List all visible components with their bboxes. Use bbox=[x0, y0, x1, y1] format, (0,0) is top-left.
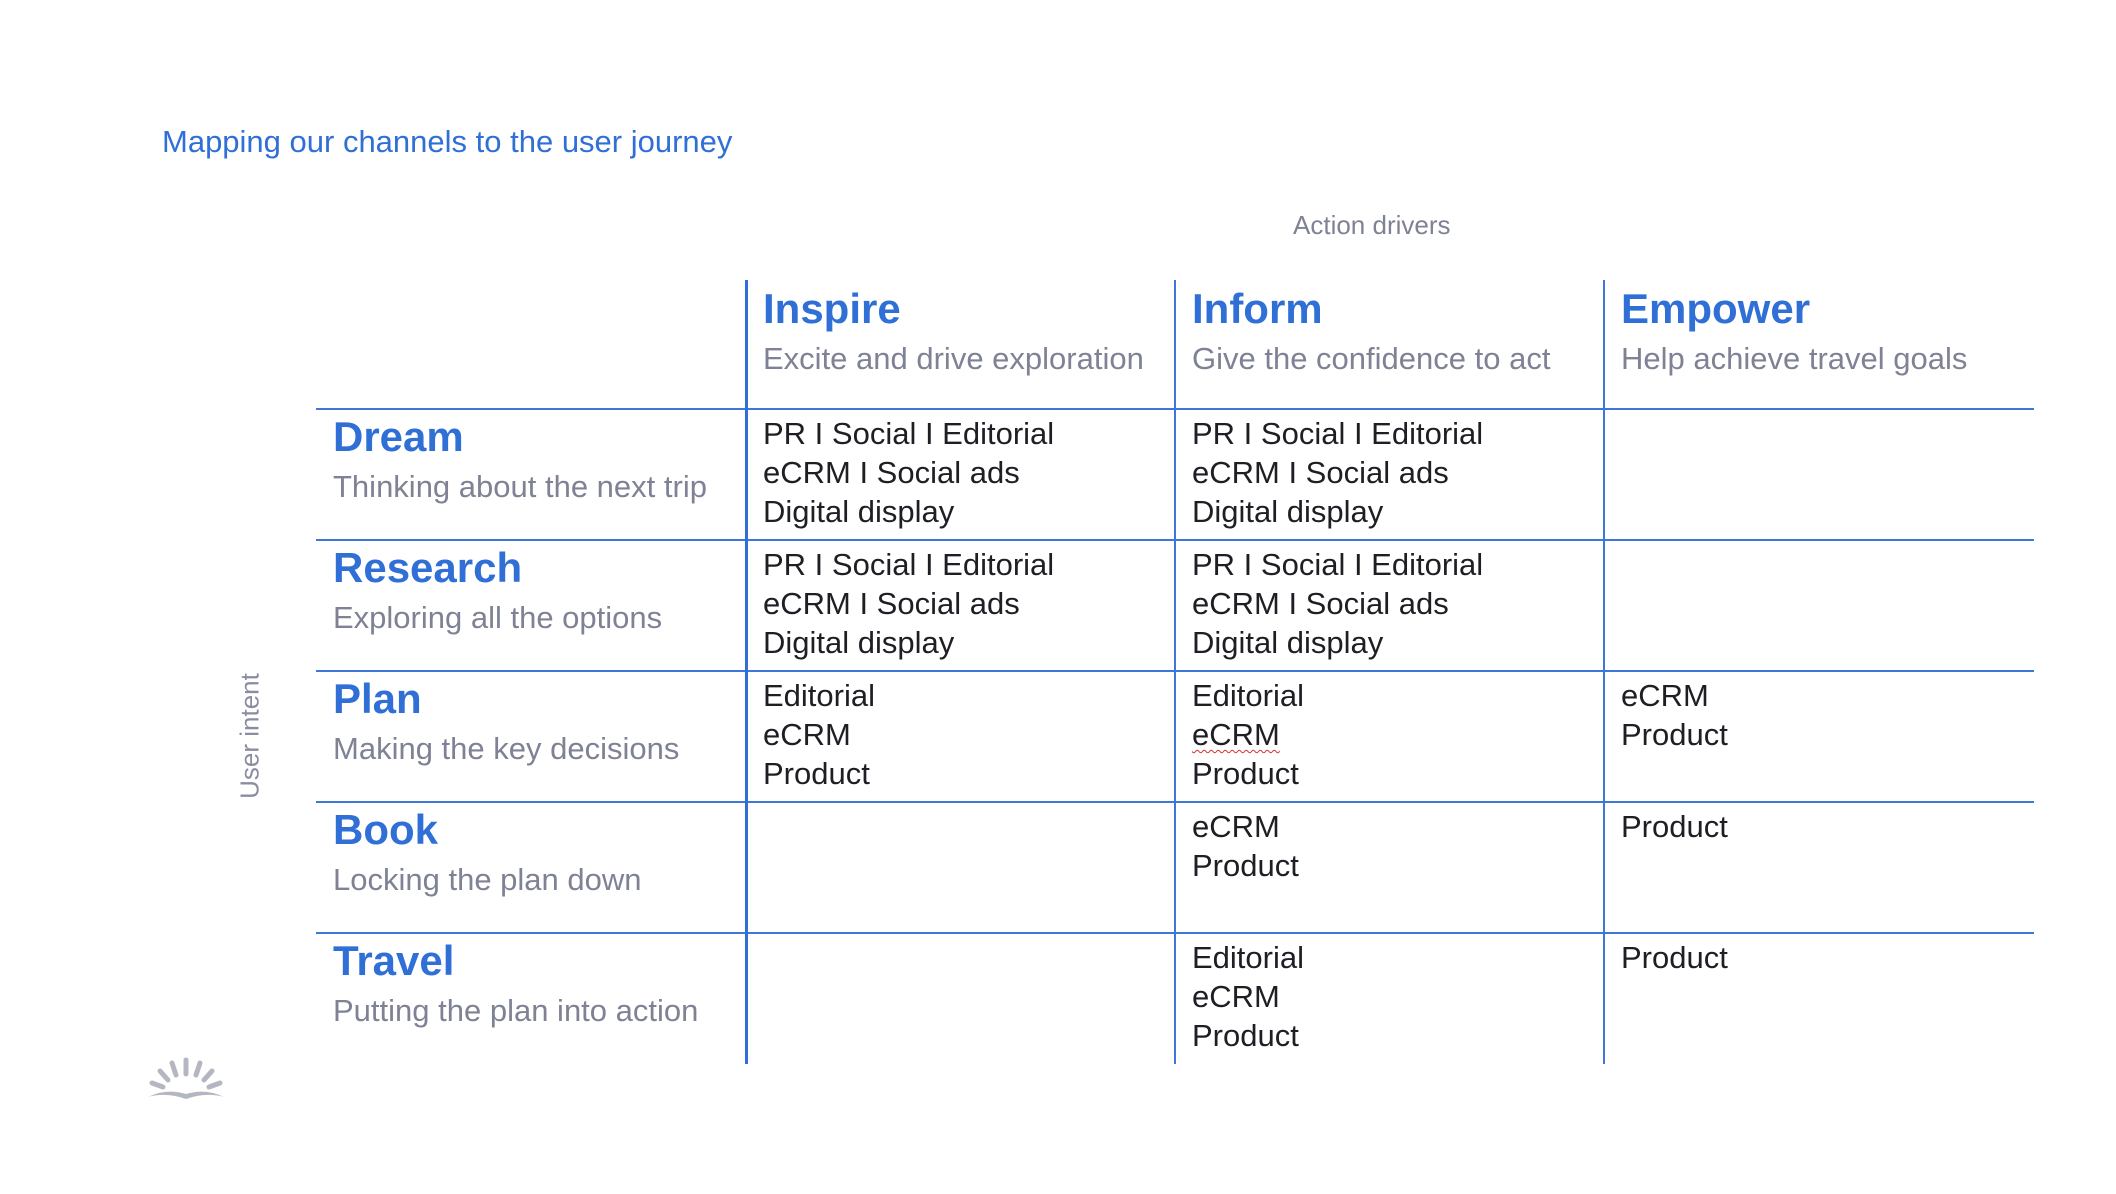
channel-entry: eCRM bbox=[1192, 809, 1280, 844]
cell-plan-inform bbox=[1192, 676, 1602, 793]
row-title: Travel bbox=[333, 937, 455, 984]
column-subtitle: Give the confidence to act bbox=[1192, 341, 1551, 376]
channel-entry: Product bbox=[1192, 1018, 1299, 1053]
action-drivers-label: Action drivers bbox=[1293, 210, 1451, 240]
column-subtitle: Excite and drive exploration bbox=[763, 341, 1144, 376]
channel-entry: Product bbox=[1192, 756, 1299, 791]
channel-entry: Editorial bbox=[763, 678, 875, 713]
channel-matrix bbox=[316, 280, 2034, 1064]
channel-entry: PR I Social I Editorial bbox=[763, 416, 1055, 451]
row-subtitle: Locking the plan down bbox=[333, 862, 642, 897]
cell-book-inform bbox=[1192, 807, 1602, 885]
channel-entry bbox=[1192, 715, 1602, 754]
channel-entry: Digital display bbox=[1192, 625, 1384, 660]
channel-entry: eCRM bbox=[1192, 979, 1280, 1014]
sunrise-logo-icon bbox=[144, 1054, 228, 1106]
channel-entry: Product bbox=[1621, 717, 1728, 752]
cell-dream-inform bbox=[1192, 414, 1602, 531]
row-subtitle: Exploring all the options bbox=[333, 600, 663, 635]
channel-entry: eCRM I Social ads bbox=[763, 455, 1020, 490]
channel-entry: eCRM I Social ads bbox=[1192, 586, 1449, 621]
column-divider bbox=[1603, 280, 1605, 1064]
channel-entry: PR I Social I Editorial bbox=[763, 547, 1055, 582]
channel-entry: Digital display bbox=[763, 625, 955, 660]
row-title: Dream bbox=[333, 413, 464, 460]
column-divider bbox=[745, 280, 748, 1064]
cell-travel-inform bbox=[1192, 938, 1602, 1055]
column-header-inspire bbox=[763, 285, 1183, 377]
channel-entry: PR I Social I Editorial bbox=[1192, 547, 1484, 582]
column-title: Inspire bbox=[763, 285, 901, 332]
channel-entry: Editorial bbox=[1192, 940, 1304, 975]
channel-entry: eCRM bbox=[1621, 678, 1709, 713]
row-title: Plan bbox=[333, 675, 422, 722]
cell-plan-inspire bbox=[763, 676, 1173, 793]
row-header-dream bbox=[333, 413, 713, 505]
channel-entry: Digital display bbox=[1192, 494, 1384, 529]
row-title: Book bbox=[333, 806, 438, 853]
row-header-travel bbox=[333, 937, 713, 1029]
cell-research-inspire bbox=[763, 545, 1173, 662]
cell-research-inform bbox=[1192, 545, 1602, 662]
channel-entry: Product bbox=[1621, 809, 1728, 844]
cell-travel-empower bbox=[1621, 938, 2031, 977]
cell-dream-inspire bbox=[763, 414, 1173, 531]
row-subtitle: Making the key decisions bbox=[333, 731, 680, 766]
row-header-research bbox=[333, 544, 713, 636]
user-intent-label: User intent bbox=[234, 673, 265, 799]
channel-entry: Product bbox=[763, 756, 870, 791]
column-divider bbox=[1174, 280, 1176, 1064]
row-subtitle: Thinking about the next trip bbox=[333, 469, 707, 504]
cell-plan-empower bbox=[1621, 676, 2031, 754]
channel-entry: eCRM I Social ads bbox=[1192, 455, 1449, 490]
slide-title: Mapping our channels to the user journey bbox=[162, 124, 733, 159]
column-title: Inform bbox=[1192, 285, 1323, 332]
cell-book-empower bbox=[1621, 807, 2031, 846]
column-header-inform bbox=[1192, 285, 1612, 377]
channel-entry: eCRM I Social ads bbox=[763, 586, 1020, 621]
row-subtitle: Putting the plan into action bbox=[333, 993, 699, 1028]
column-title: Empower bbox=[1621, 285, 1811, 332]
channel-entry: eCRM bbox=[763, 717, 851, 752]
channel-entry: Product bbox=[1192, 848, 1299, 883]
column-subtitle: Help achieve travel goals bbox=[1621, 341, 1968, 376]
row-header-plan bbox=[333, 675, 713, 767]
channel-entry: Digital display bbox=[763, 494, 955, 529]
channel-entry: Product bbox=[1621, 940, 1728, 975]
channel-entry: Editorial bbox=[1192, 678, 1304, 713]
spellcheck-word: eCRM bbox=[1192, 717, 1280, 752]
row-title: Research bbox=[333, 544, 523, 591]
column-header-empower bbox=[1621, 285, 2041, 377]
channel-entry: PR I Social I Editorial bbox=[1192, 416, 1484, 451]
row-header-book bbox=[333, 806, 713, 898]
